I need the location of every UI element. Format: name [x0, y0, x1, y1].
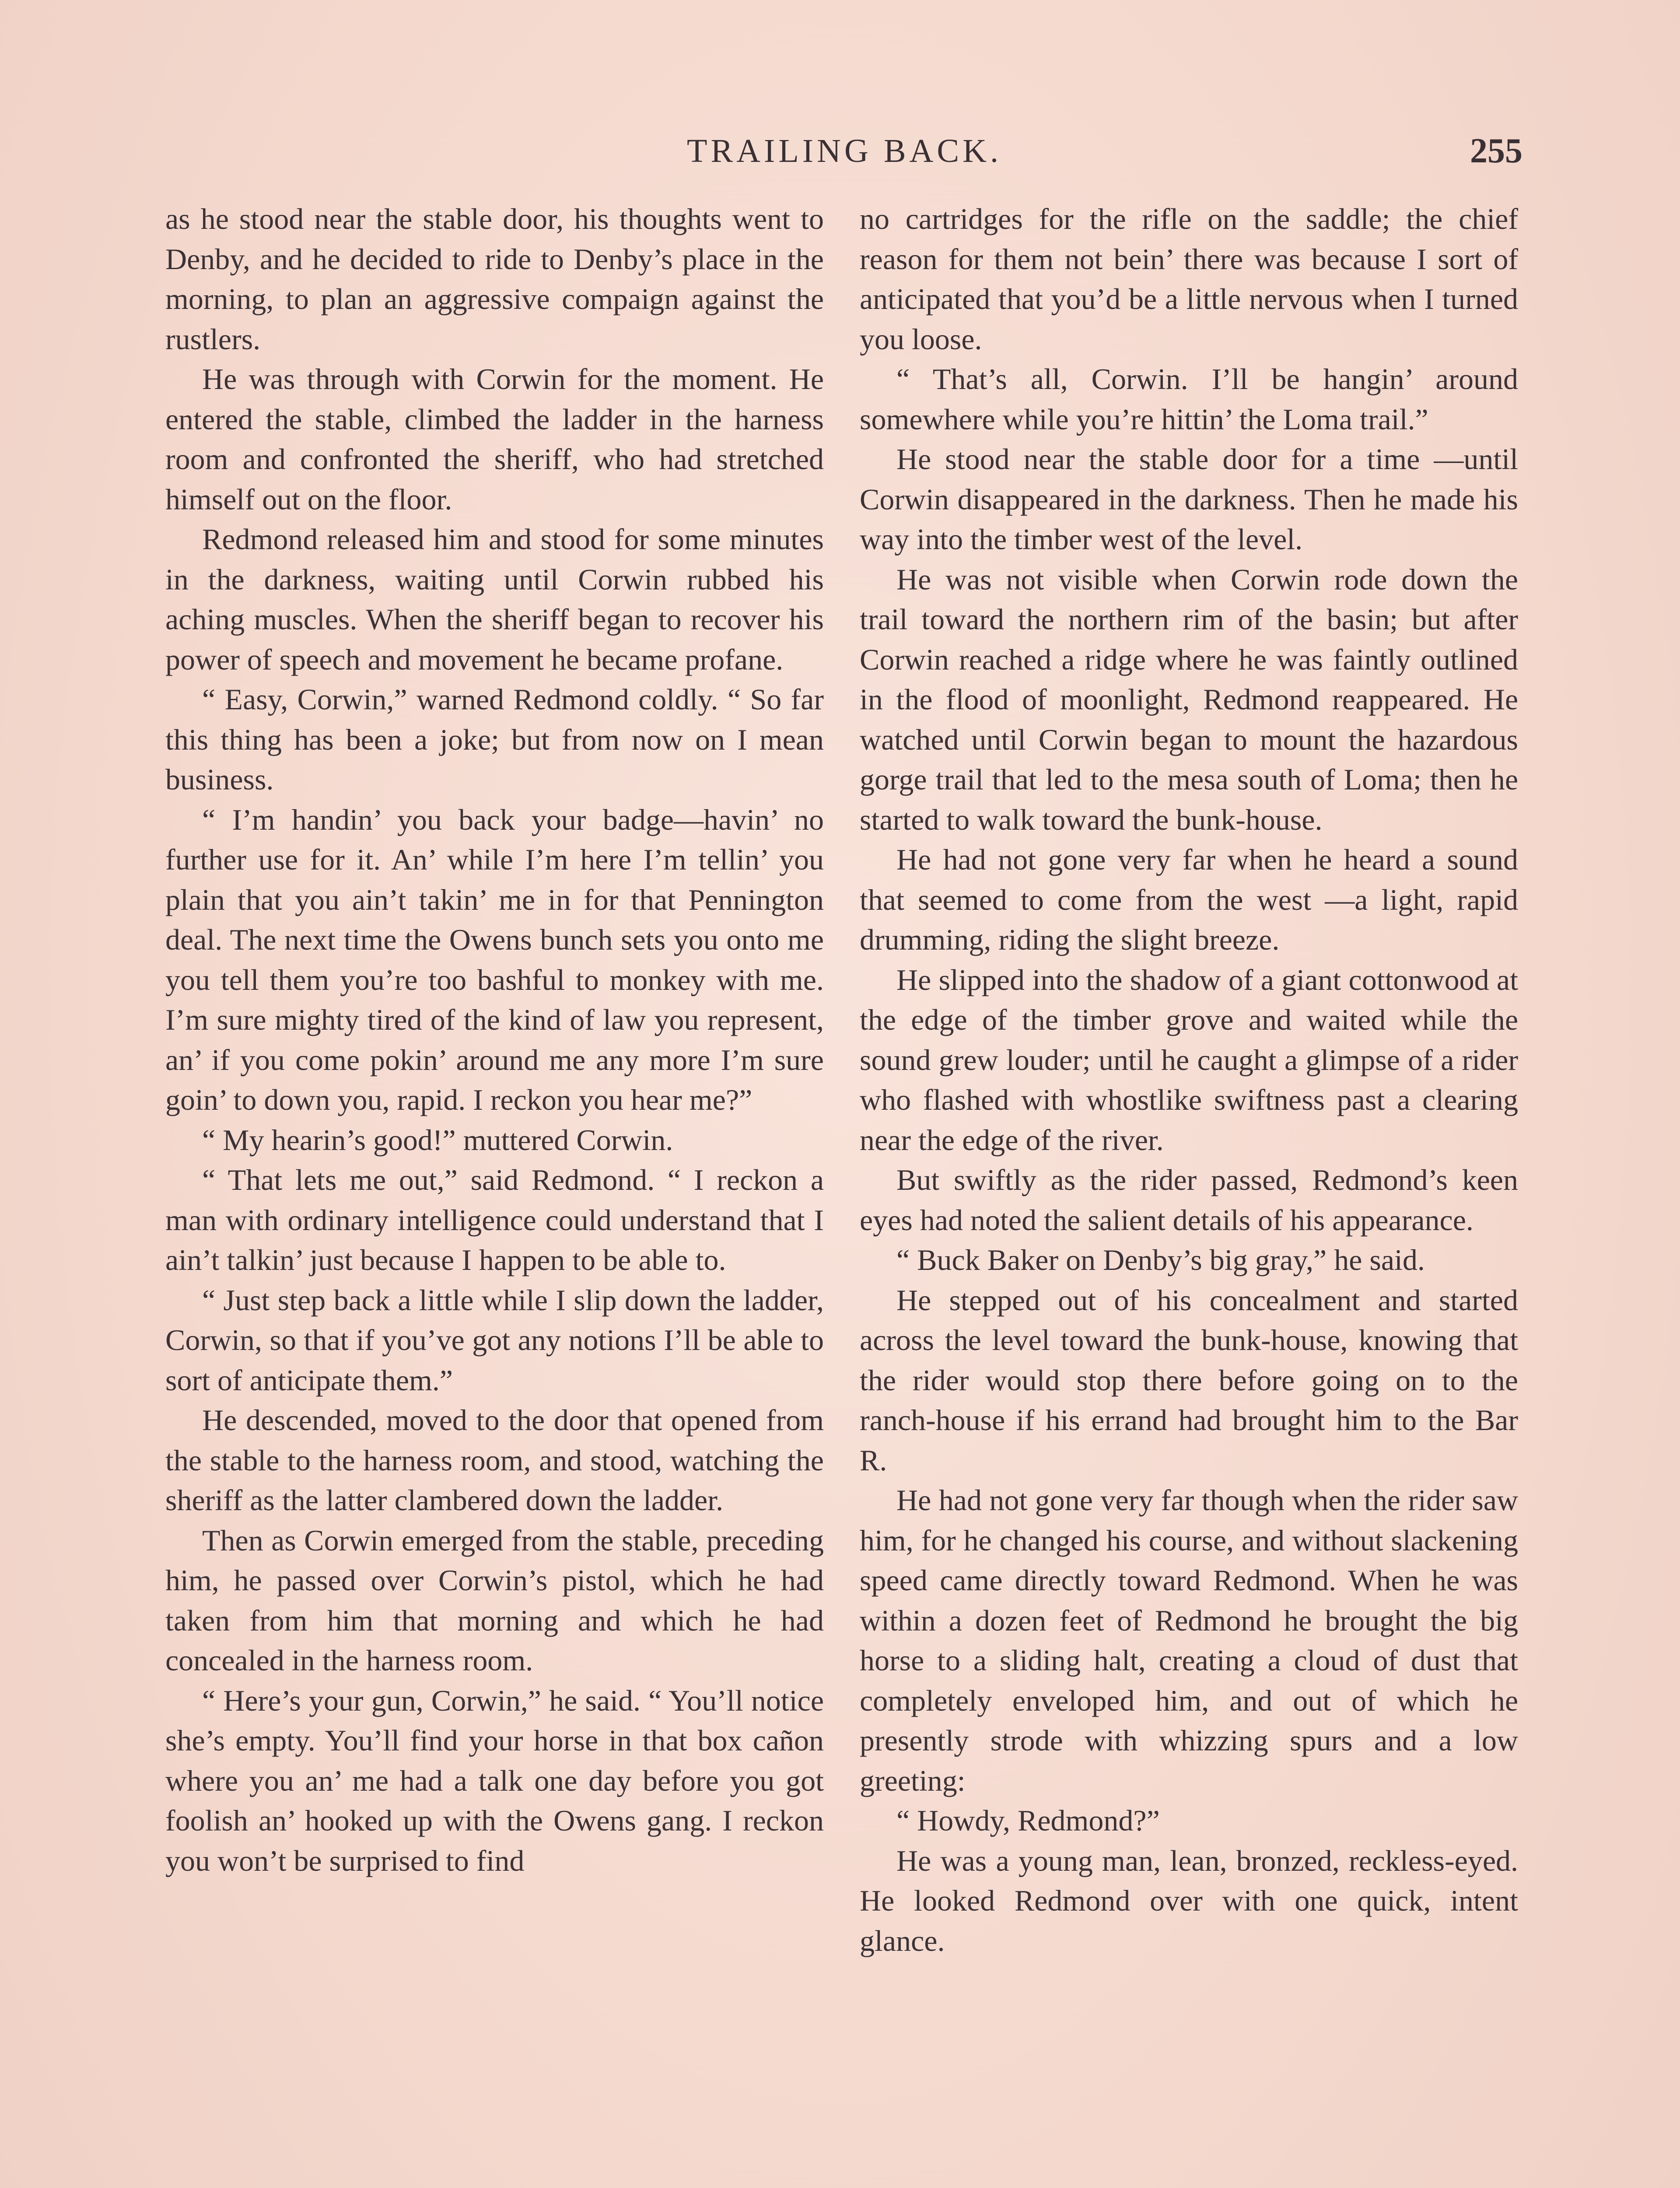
paragraph: “ I’m handin’ you back your badge—havin’ no further use for it. An’ while I’m here I’m tellin’ you plain that you ain’t takin’ me in for that Pennington deal. The next time the Owens bunch sets you onto me you tell them you’re too bashful to monkey with me. I’m sure mighty tired of the kind of law you represent, an’ if you come pokin’ around me any more I’m sure goin’ to down you, rapid. I reckon you hear me?”	[165, 803, 824, 1116]
page-number: 255	[1470, 132, 1522, 170]
paragraph: He slipped into the shadow of a giant cottonwood at the edge of the timber grove and waited while the sound grew louder; until he caught a glimpse of a rider who flashed with whostlike swiftness past a clearing near the edge of the river.	[860, 963, 1518, 1157]
paragraph: Redmond released him and stood for some minutes in the darkness, waiting until Corwin rubbed his aching muscles. When the sheriff began to recover his power of speech and movement he became profane.	[165, 522, 824, 676]
paragraph: “ Here’s your gun, Corwin,” he said. “ You’ll notice she’s empty. You’ll find your horse in that box cañon where you an’ me had a talk one day before you got foolish an’ hooked up with the Owens gang. I reckon you won’t be surprised to find	[165, 1683, 824, 1877]
paragraph: “ Just step back a little while I slip down the ladder, Corwin, so that if you’ve got any notions I’ll be able to sort of anticipate them.”	[165, 1283, 824, 1397]
paragraph: He had not gone very far when he heard a sound that seemed to come from the west —a light, rapid drumming, riding the slight breeze.	[860, 843, 1518, 956]
paragraph: “ Easy, Corwin,” warned Redmond coldly. “ So far this thing has been a joke; but from now on I mean business.	[165, 683, 824, 796]
paragraph: He stood near the stable door for a time —until Corwin disappeared in the darkness. Then he made his way into the timber west of the level.	[860, 442, 1518, 556]
paragraph: He had not gone very far though when the rider saw him, for he changed his course, and without slackening speed came directly toward Redmond. When he was within a dozen feet of Redmond he brought the big horse to a sliding halt, creating a cloud of dust that completely enveloped him, and out of which he presently strode with whizzing spurs and a low greeting:	[860, 1483, 1518, 1797]
running-head	[166, 127, 1522, 175]
paragraph: But swiftly as the rider passed, Redmond’s keen eyes had noted the salient details of his appearance.	[860, 1163, 1518, 1237]
left-column	[165, 199, 824, 1881]
paragraph: no cartridges for the rifle on the saddle; the chief reason for them not bein’ there was because I sort of anticipated that you’d be a little nervous when I turned you loose.	[860, 202, 1518, 356]
paragraph: as he stood near the stable door, his thoughts went to Denby, and he decided to ride to Denby’s place in the morning, to plan an aggressive compaign against the rustlers.	[165, 202, 824, 356]
paragraph: “ Howdy, Redmond?”	[896, 1804, 1160, 1837]
right-column	[860, 199, 1518, 1961]
paragraph: He descended, moved to the door that opened from the stable to the harness room, and stood, watching the sheriff as the latter clambered down the ladder.	[165, 1403, 824, 1517]
paragraph: He was not visible when Corwin rode down the trail toward the northern rim of the basin; but after Corwin reached a ridge where he was faintly outlined in the flood of moonlight, Redmond reappeared. He watched until Corwin began to mount the hazardous gorge trail that led to the mesa south of Loma; then he started to walk toward the bunk-house.	[860, 562, 1518, 836]
paragraph: “ That’s all, Corwin. I’ll be hangin’ around somewhere while you’re hittin’ the Loma trail.”	[860, 362, 1518, 436]
running-title: TRAILING BACK.	[687, 133, 1002, 169]
paragraph: He was a young man, lean, bronzed, reckless-eyed. He looked Redmond over with one quick, intent glance.	[860, 1844, 1518, 1957]
paragraph: He stepped out of his concealment and started across the level toward the bunk-house, knowing that the rider would stop there before going on to the ranch-house if his errand had brought him to the Bar R.	[860, 1283, 1518, 1477]
paragraph: “ Buck Baker on Denby’s big gray,” he said.	[896, 1243, 1425, 1276]
paragraph: He was through with Corwin for the moment. He entered the stable, climbed the ladder in the harness room and confronted the sheriff, who had stretched himself out on the floor.	[165, 362, 824, 516]
paragraph: Then as Corwin emerged from the stable, preceding him, he passed over Corwin’s pistol, which he had taken from him that morning and which he had concealed in the harness room.	[165, 1523, 824, 1677]
paragraph: “ My hearin’s good!” muttered Corwin.	[202, 1123, 673, 1157]
paragraph: “ That lets me out,” said Redmond. “ I reckon a man with ordinary intelligence could understand that I ain’t talkin’ just because I happen to be able to.	[165, 1163, 824, 1276]
